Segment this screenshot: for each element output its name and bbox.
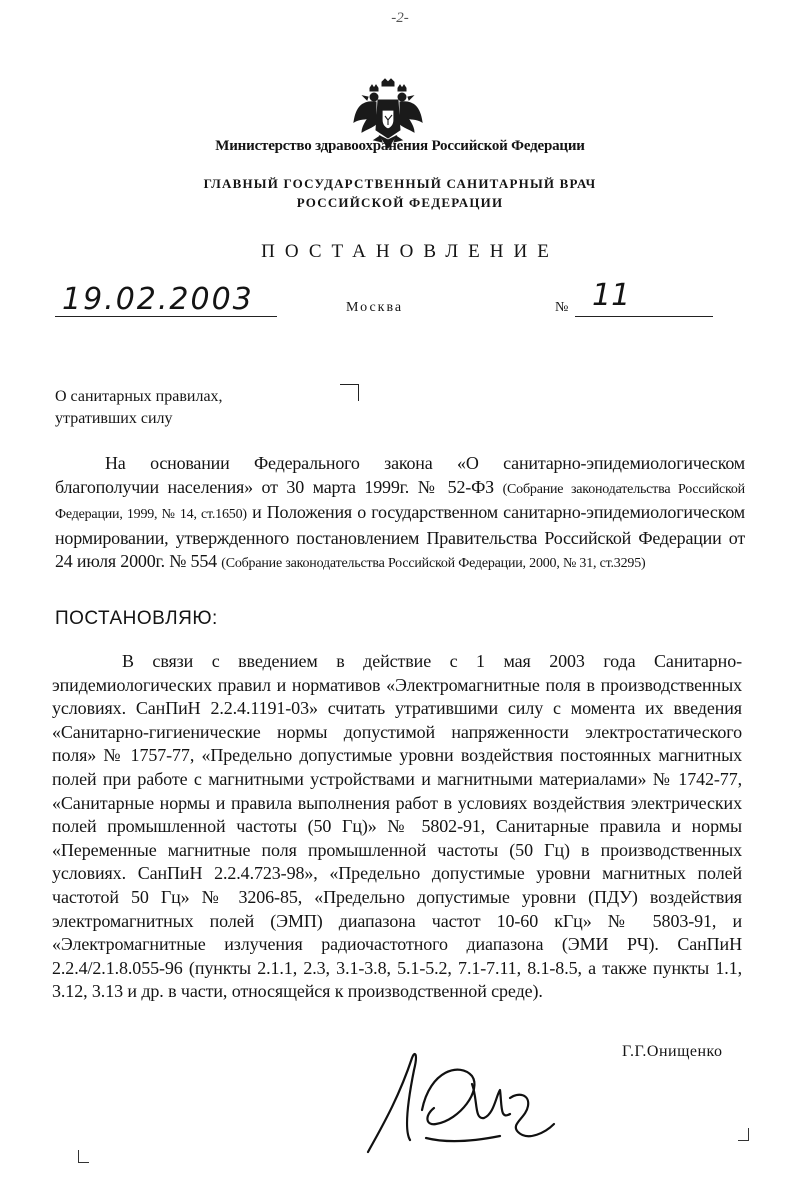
handwritten-number: 11 xyxy=(592,278,631,313)
decree-body: В связи с введением в действие с 1 мая 2003 года Санитарно-эпидемиологических правил и нормативов «Электромагнитные поля в производственных условиях. СанПиН 2.2.4.1191-03» считать утратившими силу с момента их введения «Санитарно-гигиенические нормы допустимой напряженности электростатического поля» № 1757-77, «Предельно допустимые уровни воздействия постоянных магнитных полей при работе с магнитными устройствами и магнитными материалами» № 1742-77, «Санитарные нормы и правила выполнения работ в условиях воздействия электрических полей промышленной частоты (50 Гц)» № 5802-91, Санитарные правила и нормы «Переменные магнитные поля промышленной частоты (50 Гц) в производственных условиях. СанПиН 2.2.4.723-98», «Предельно допустимые уровни магнитных полей частотой 50 Гц» № 3206-85, «Предельно допустимые уровни (ПДУ) воздействия электромагнитных полей (ЭМП) диапазона частот 10-60 кГц» № 5803-91, и «Электромагнитные излучения радиочастотного диапазона (ЭМИ РЧ). СанПиН 2.2.4/2.1.8.055-96 (пункты 2.1.1, 2.3, 3.1-3.8, 5.1-5.2, 7.1-7.11, 8.1-8.5, а также пункты 1.1, 3.12, 3.13 и др. в части, относящейся к производственной среде). xyxy=(52,651,742,1002)
number-underline xyxy=(575,316,713,317)
preamble-text-2: и Положения о государственном санитарно-эпидемиологическом нормировании, утвержденного постановлением Правительства Российской Федерации от 24 июля 2000г. № 554 xyxy=(55,502,745,571)
chief-title-line-2: РОССИЙСКОЙ ФЕДЕРАЦИИ xyxy=(296,195,504,210)
date-underline xyxy=(55,316,277,317)
signature-image xyxy=(360,1040,560,1160)
signer-name: Г.Г.Онищенко xyxy=(622,1043,723,1060)
decree-word: ПОСТАНОВЛЯЮ: xyxy=(55,608,218,629)
preamble-note-2: (Собрание законодательства Российской Федерации, 2000, № 31, ст.3295) xyxy=(221,556,646,571)
number-label: № xyxy=(555,300,569,315)
document-type-heading: ПОСТАНОВЛЕНИЕ xyxy=(261,241,559,262)
subject-line-1: О санитарных правилах, xyxy=(55,388,223,405)
city-label: Москва xyxy=(346,300,404,315)
page-number: -2- xyxy=(391,10,409,26)
subject-corner-mark xyxy=(340,384,359,401)
preamble-text-1: На основании Федерального закона «О санитарно-эпидемиологическом благополучии населения» от 30 марта 1999г. № 52-ФЗ xyxy=(55,453,745,497)
bottom-right-corner-mark xyxy=(738,1128,749,1141)
preamble-paragraph xyxy=(55,452,745,576)
chief-title-line-1: ГЛАВНЫЙ ГОСУДАРСТВЕННЫЙ САНИТАРНЫЙ ВРАЧ xyxy=(203,176,597,191)
bottom-left-corner-mark xyxy=(78,1150,89,1163)
subject-line-2: утративших силу xyxy=(55,410,173,427)
ministry-name: Министерство здравоохранения Российской Федерации xyxy=(215,138,585,154)
preamble-note-1: (Собрание законодательства Российской Федерации, 1999, № 14, ст.1650) xyxy=(55,481,745,522)
subject-block xyxy=(55,386,223,430)
handwritten-date: 19.02.2003 xyxy=(62,282,254,317)
